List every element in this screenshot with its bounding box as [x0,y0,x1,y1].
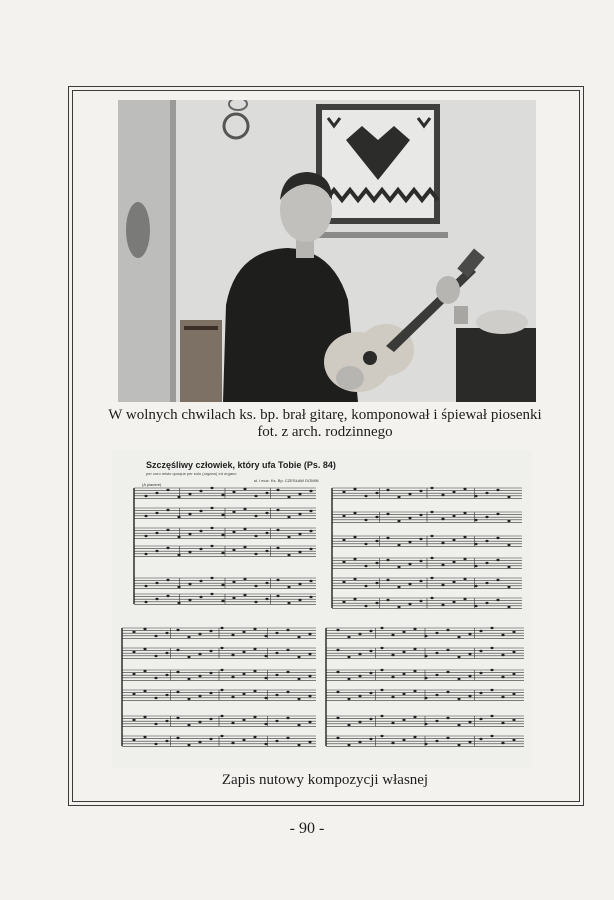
sheet-music-staves [112,450,532,768]
sheet-music-score [112,450,532,768]
score-subtitle: per coro misto quoque per solo (organo) ed organo [146,471,237,476]
score-composer: sł. i muz. Ks. Bp. CZESŁAW DOMIN [254,478,319,483]
score-title: Szczęśliwy człowiek, który ufa Tobie (Ps. 84) [146,460,336,470]
photo-credit: fot. z arch. rodzinnego [257,424,393,440]
score-tempo: (A piacere) [142,482,162,487]
guitar-player-photo [118,100,536,402]
photo-caption: W wolnych chwilach ks. bp. brał gitarę, komponował i śpiewał piosenki [108,407,542,423]
score-caption: Zapis nutowy kompozycji własnej [221,772,429,788]
page-number: - 90 - [289,820,325,837]
